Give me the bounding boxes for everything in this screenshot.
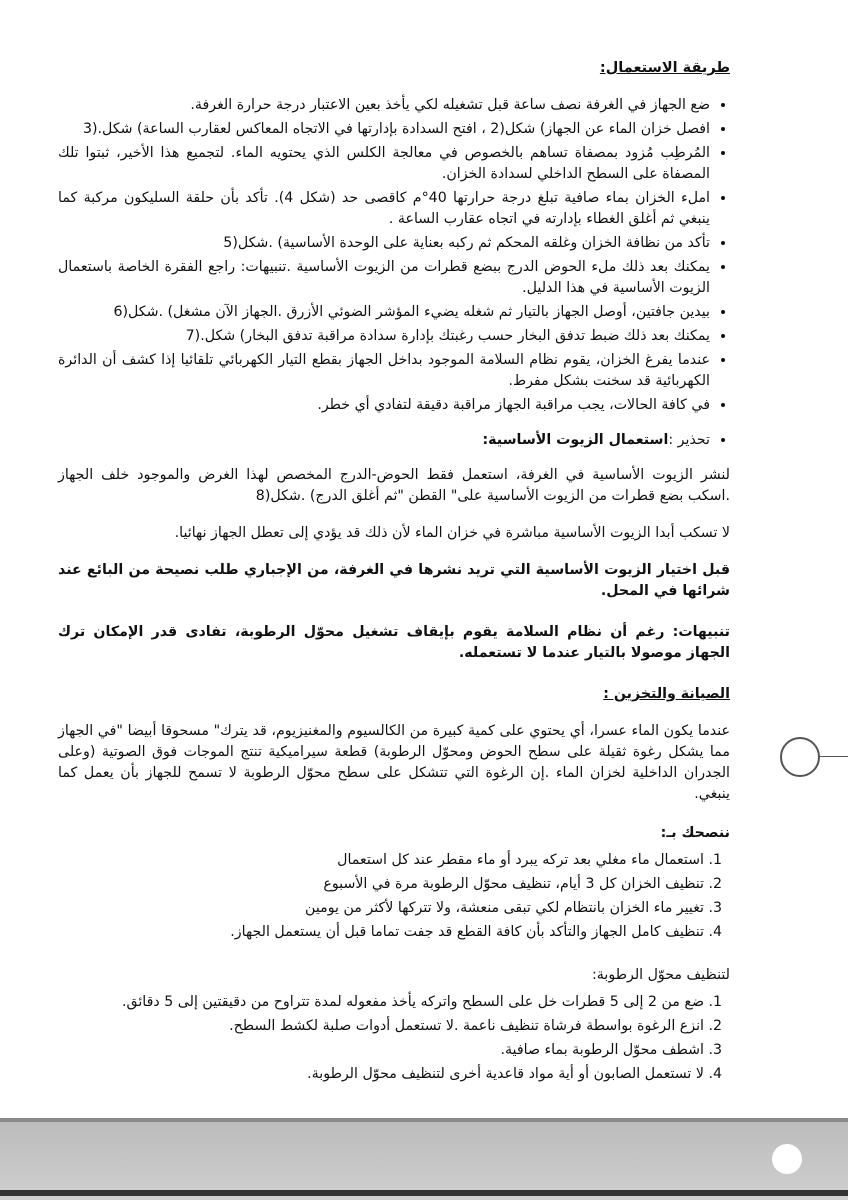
- footer-band: [0, 1118, 848, 1200]
- usage-item: • عندما يفرغ الخزان، يقوم نظام السلامة الموجود بداخل الجهاز بقطع التيار الكهربائي تلقائيا إذا كشف أن الدائرة الكهربائية قد سخنت بشكل مفرط.: [58, 350, 710, 392]
- page-marker-dot: [772, 1144, 802, 1174]
- usage-item: • بيدين جافتين، أوصل الجهاز بالتيار ثم شغله يضيء المؤشر الضوئي الأزرق .الجهاز الآن مشغل) .شكل(6: [58, 302, 710, 323]
- usage-item: • يمكنك بعد ذلك ضبط تدفق البخار حسب رغبتك بإدارة سدادة مراقبة تدفق البخار) شكل.(7: [58, 326, 710, 347]
- warning-title: استعمال الزيوت الأساسية:: [482, 432, 669, 448]
- usage-item: • ضع الجهاز في الغرفة نصف ساعة قبل تشغيله لكي يأخذ بعين الاعتبار درجة حرارة الغرفة.: [58, 95, 710, 116]
- cleaning-list: [58, 992, 730, 1085]
- tips-list: [58, 850, 730, 943]
- usage-item: • املء الخزان بماء صافية تبلغ درجة حرارتها 40°م كاقصى حد (شكل 4). تأكد بأن حلقة السليكون مركبة كما ينبغي ثم أغلق الغطاء بإدارته في اتجاه عقارب الساعة .: [58, 188, 710, 230]
- usage-list: [58, 95, 730, 416]
- usage-item: • في كافة الحالات، يجب مراقبة الجهاز مراقبة دقيقة لتفادي أي خطر.: [58, 395, 710, 416]
- cleaning-title: لتنظيف محوّل الرطوبة:: [592, 967, 730, 983]
- tip-item: 1. استعمال ماء مغلي بعد تركه يبرد أو ماء مقطر عند كل استعمال: [58, 850, 704, 871]
- side-tab-line: [818, 756, 848, 757]
- cleaning-item: 1. ضع من 2 إلى 5 قطرات خل على السطح واتركه يأخذ مفعوله لمدة تتراوح من دقيقتين إلى 5 دقائق.: [58, 992, 704, 1013]
- cleaning-item: 4. لا تستعمل الصابون أو أية مواد قاعدية أخرى لتنظيف محوّل الرطوبة.: [58, 1064, 704, 1085]
- warning-heading: [58, 430, 710, 451]
- footer-edge: [0, 1190, 848, 1196]
- maintenance-title: الصيانة والتخزين :: [603, 686, 730, 702]
- oils-paragraph: لنشر الزيوت الأساسية في الغرفة، استعمل فقط الحوض-الدرج المخصص لهذا الغرض والموجود خلف الجهاز .اسكب بضع قطرات من الزيوت الأساسية على" القطن "ثم أغلق الدرج) .شكل(8: [58, 467, 730, 504]
- page-content: [58, 58, 730, 1088]
- usage-title: طريقة الاستعمال:: [599, 60, 730, 76]
- no-pour-paragraph: لا تسكب أبدا الزيوت الأساسية مباشرة في خزان الماء لأن ذلك قد يؤدي إلى تعطل الجهاز نهائيا.: [174, 525, 730, 541]
- usage-item: • افصل خزان الماء عن الجهاز) شكل(2 ، افتح السدادة بإدارتها في الاتجاه المعاكس لعقارب الساعة) شكل.(3: [58, 119, 710, 140]
- notice-paragraph: تنبيهات: رغم أن نظام السلامة يقوم بإيقاف تشغيل محوّل الرطوبة، تفادى قدر الإمكان ترك الجهاز موصولا بالتيار عندما لا تستعمله.: [58, 624, 730, 661]
- usage-item: • المُرطِب مُزود بمصفاة تساهم بالخصوص في معالجة الكلس الذي يحتويه الماء. لتجميع هذا الأخير، ثبتوا تلك المصفاة على السطح الداخلي لسدادة الخزان.: [58, 143, 710, 185]
- advice-paragraph: قبل اختيار الزيوت الأساسية التي تريد نشرها في الغرفة، من الإجباري طلب نصيحة من البائع عند شرائها في المحل.: [58, 562, 730, 599]
- side-tab-circle: [780, 737, 820, 777]
- cleaning-item: 3. اشطف محوّل الرطوبة بماء صافية.: [58, 1040, 704, 1061]
- usage-item: • تأكد من نظافة الخزان وغلقه المحكم ثم ركبه بعناية على الوحدة الأساسية) .شكل(5: [58, 233, 710, 254]
- tip-item: 3. تغيير ماء الخزان بانتظام لكي تبقى منعشة، ولا تتركها لأكثر من يومين: [58, 898, 704, 919]
- tip-item: 4. تنظيف كامل الجهاز والتأكد بأن كافة القطع قد جفت تماما قبل أن يستعمل الجهاز.: [58, 922, 704, 943]
- cleaning-item: 2. انزع الرغوة بواسطة فرشاة تنظيف ناعمة .لا تستعمل أدوات صلبة لكشط السطح.: [58, 1016, 704, 1037]
- warning-list: [58, 430, 730, 451]
- tip-item: 2. تنظيف الخزان كل 3 أيام، تنظيف محوّل الرطوبة مرة في الأسبوع: [58, 874, 704, 895]
- maintenance-body: عندما يكون الماء عسرا، أي يحتوي على كمية كبيرة من الكالسيوم والمغنيزيوم، قد يترك" مسحوقا أبيضا "في الجهاز مما يشكل رغوة ثقيلة على سطح الحوض ومحوّل الرطوبة) قطعة سيراميكية تنتج الموجات فوق الصوتية (وعلى الجدران الداخلية لخزان الماء .إن الرغوة التي تتشكل على سطح محوّل الرطوبة لا تسمح للجهاز بأن يعمل كما ينبغي.: [58, 723, 730, 802]
- usage-item: • يمكنك بعد ذلك ملء الحوض الدرج ببضع قطرات من الزيوت الأساسية .تنبيهات: راجع الفقرة الخاصة باستعمال الزيوت الأساسية في هذا الدليل.: [58, 257, 710, 299]
- warning-prefix: تحذير :: [668, 432, 710, 448]
- advise-title: ننصحك بـ:: [660, 825, 730, 841]
